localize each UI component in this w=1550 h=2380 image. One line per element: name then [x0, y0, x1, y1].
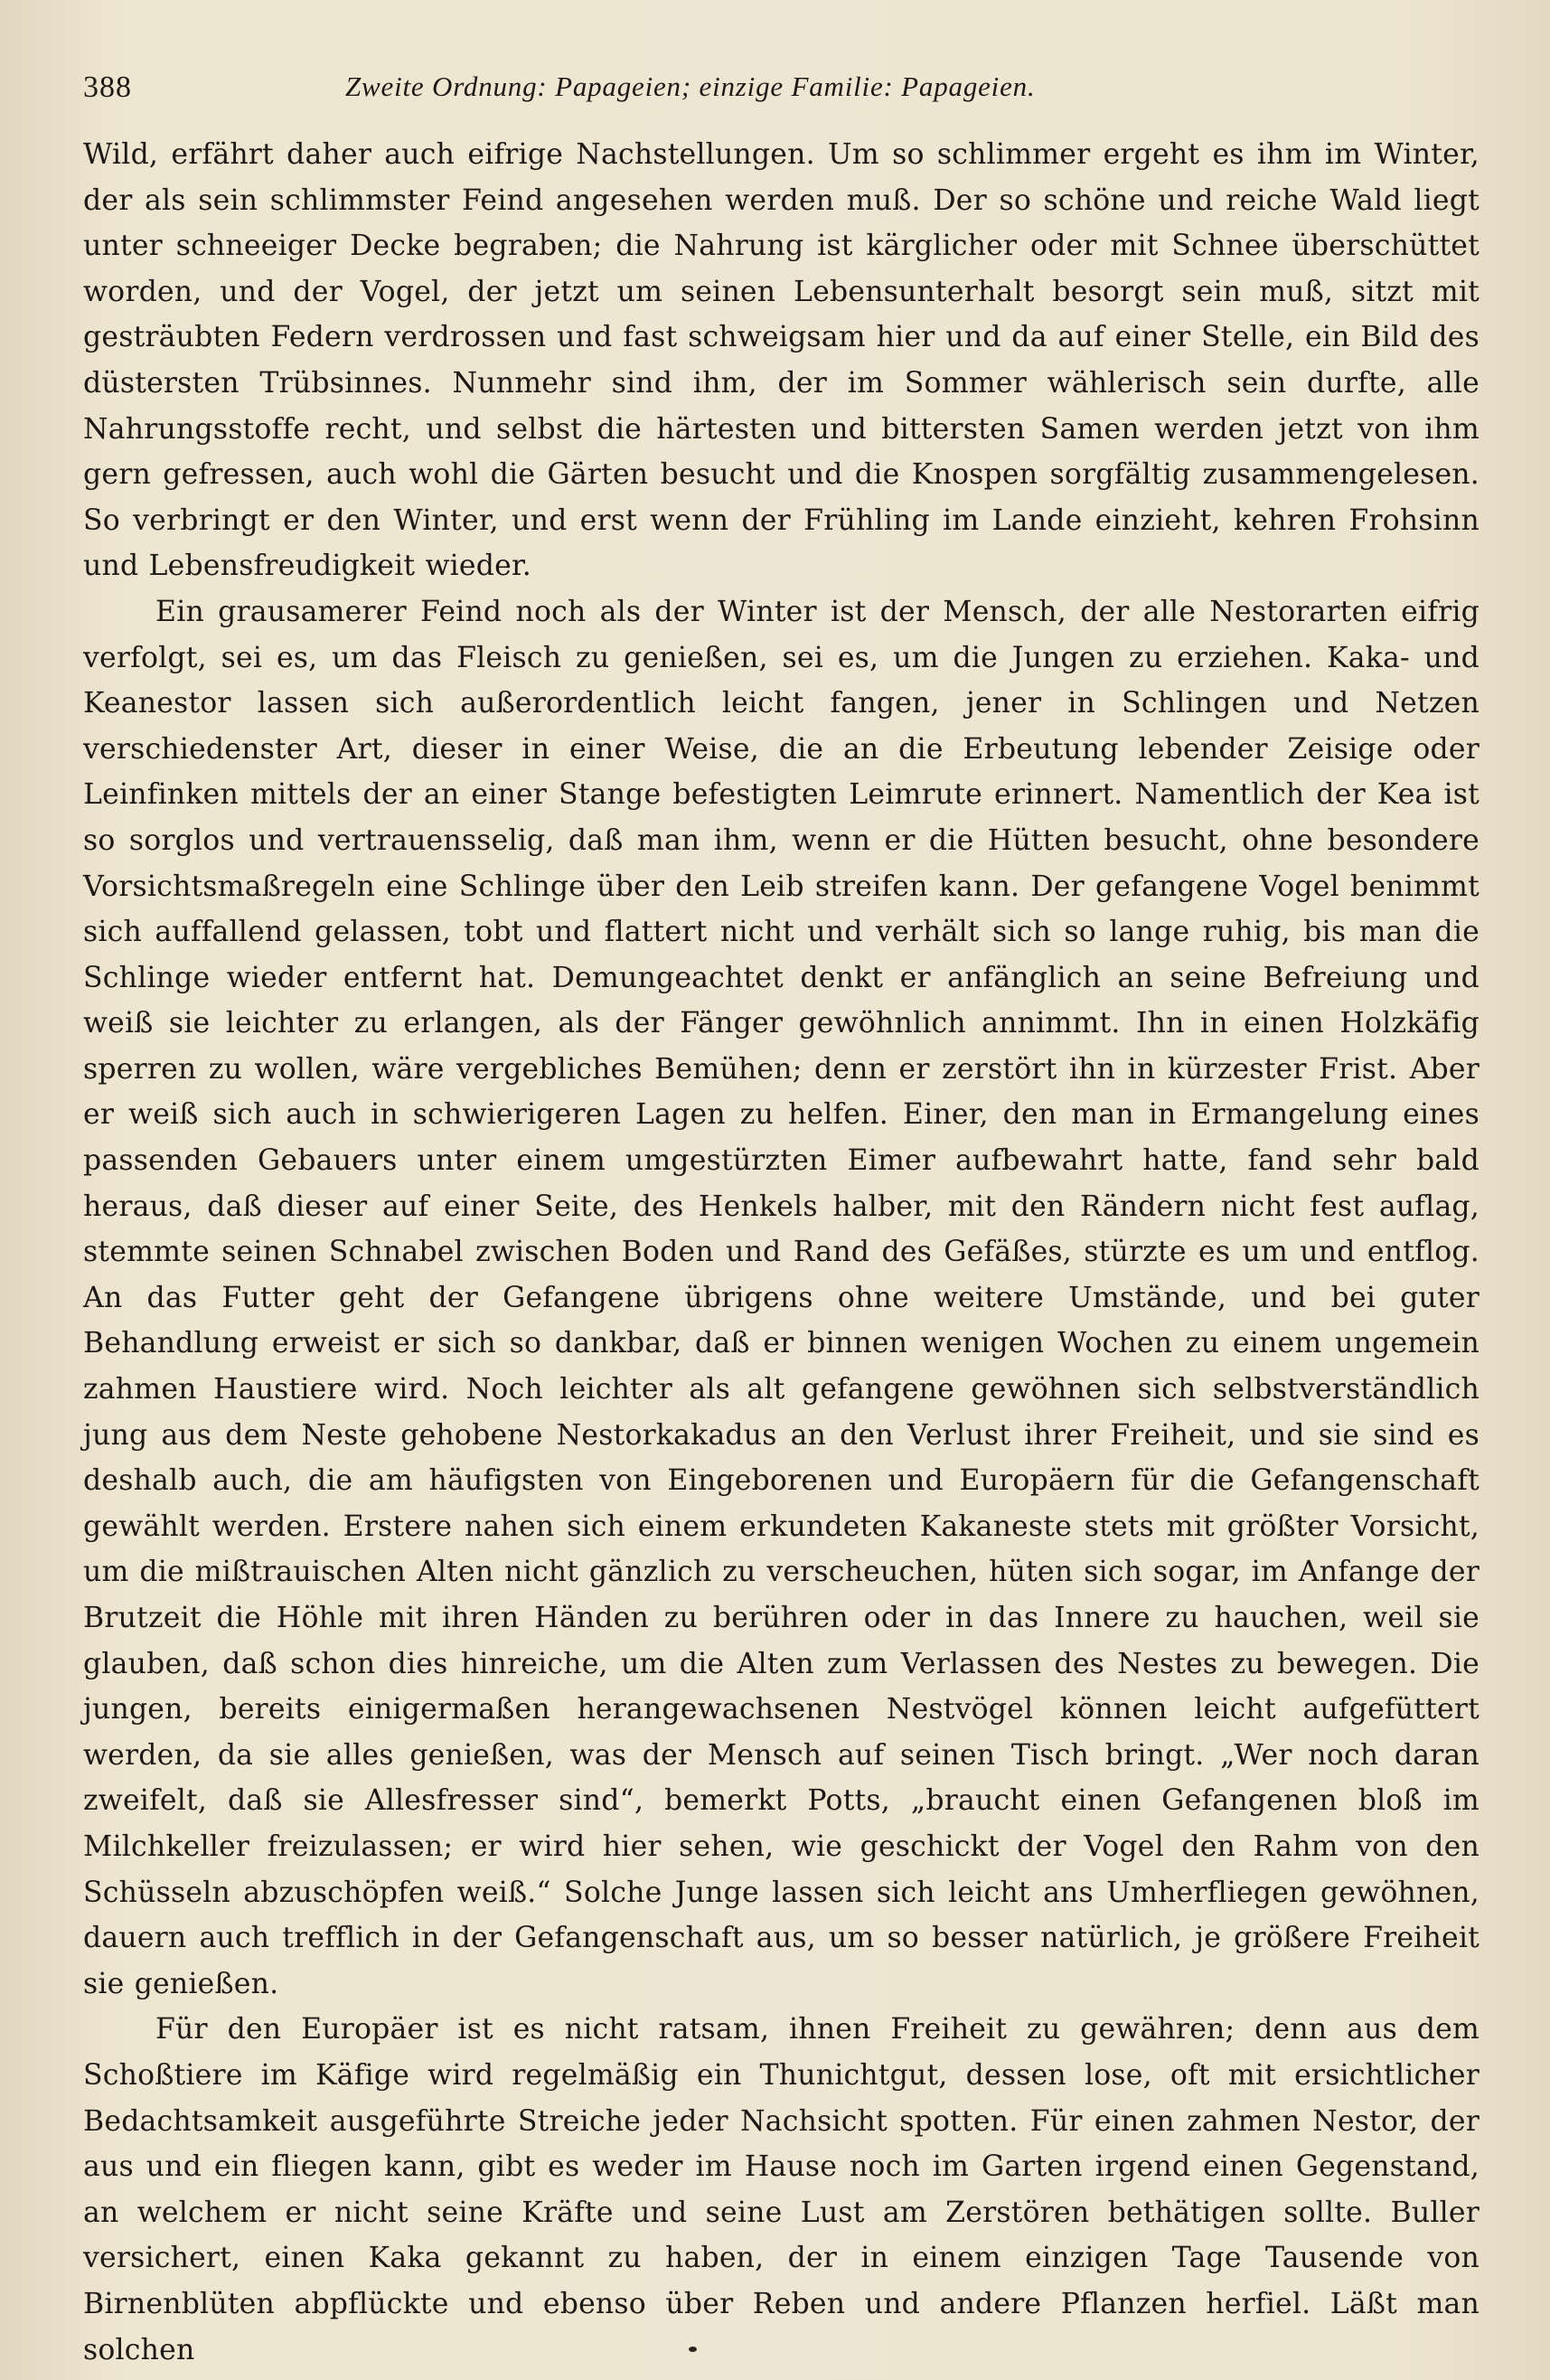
page-body: [83, 132, 1480, 2373]
paragraph-captivity: Für den Europäer ist es nicht ratsam, ihnen Freiheit zu gewähren; denn aus dem Schoßtiere im Käfige wird regelmäßig ein Thunichtgut, dessen lose, oft mit ersichtlicher Bedachtsamkeit ausgeführte Streiche jeder Nachsicht spotten. Für einen zahmen Nestor, der aus und ein fliegen kann, gibt es weder im Hause noch im Garten irgend einen Gegenstand, an welchem er nicht seine Kräfte und seine Lust am Zerstören bethätigen sollte. Buller versichert, einen Kaka gekannt zu haben, der in einem einzigen Tage Tausende von Birnenblüten abpflückte und ebenso über Reben und andere Pflanzen herfiel. Läßt man solchen: [83, 2013, 1480, 2366]
page-header: [83, 65, 1484, 110]
print-mark: [689, 2347, 697, 2352]
paragraph-winter: Wild, erfährt daher auch eifrige Nachstellungen. Um so schlimmer ergeht es ihm im Winter, der als sein schlimmster Feind angesehen werden muß. Der so schöne und reiche Wald liegt unter schneeiger Decke begraben; die Nahrung ist kärglicher oder mit Schnee überschüttet worden, und der Vogel, der jetzt um seinen Lebensunterhalt besorgt sein muß, sitzt mit gesträubten Federn verdrossen und fast schweigsam hier und da auf einer Stelle, ein Bild des düstersten Trübsinnes. Nunmehr sind ihm, der im Sommer wählerisch sein durfte, alle Nahrungsstoffe recht, und selbst die härtesten und bittersten Samen werden jetzt von ihm gern gefressen, auch wohl die Gärten besucht und die Knospen sorgfältig zusammengelesen. So verbringt er den Winter, und erst wenn der Frühling im Lande einzieht, kehren Frohsinn und Lebensfreudigkeit wieder.: [83, 138, 1480, 583]
page-number: 388: [83, 71, 132, 104]
paragraph-capture: Ein grausamerer Feind noch als der Winter ist der Mensch, der alle Nestorarten eifrig verfolgt, sei es, um das Fleisch zu genießen, sei es, um die Jungen zu erziehen. Kaka- und Keanestor lassen sich außerordentlich leicht fangen, jener in Schlingen und Netzen verschiedenster Art, dieser in einer Weise, die an die Erbeutung lebender Zeisige oder Leinfinken mittels der an einer Stange befestigten Leimrute erinnert. Namentlich der Kea ist so sorglos und vertrauensselig, daß man ihm, wenn er die Hütten besucht, ohne besondere Vorsichtsmaßregeln eine Schlinge über den Leib streifen kann. Der gefangene Vogel benimmt sich auffallend gelassen, tobt und flattert nicht und verhält sich so lange ruhig, bis man die Schlinge wieder entfernt hat. Demungeachtet denkt er anfänglich an seine Befreiung und weiß sie leichter zu erlangen, als der Fänger gewöhnlich annimmt. Ihn in einen Holzkäfig sperren zu wollen, wäre vergebliches Bemühen; denn er zerstört ihn in kürzester Frist. Aber er weiß sich auch in schwierigeren Lagen zu helfen. Einer, den man in Ermangelung eines passenden Gebauers unter einem umgestürzten Eimer aufbewahrt hatte, fand sehr bald heraus, daß dieser auf einer Seite, des Henkels halber, mit den Rändern nicht fest auflag, stemmte seinen Schnabel zwischen Boden und Rand des Gefäßes, stürzte es um und entflog. An das Futter geht der Gefangene übrigens ohne weitere Umstände, und bei guter Behandlung erweist er sich so dankbar, daß er binnen wenigen Wochen zu einem ungemein zahmen Haustiere wird. Noch leichter als alt gefangene gewöhnen sich selbstverständlich jung aus dem Neste gehobene Nestorkakadus an den Verlust ihrer Freiheit, und sie sind es deshalb auch, die am häufigsten von Eingeborenen und Europäern für die Gefangenschaft gewählt werden. Erstere nahen sich einem erkundeten Kakaneste stets mit größter Vorsicht, um die mißtrauischen Alten nicht gänzlich zu verscheuchen, hüten sich sogar, im Anfange der Brutzeit die Höhle mit ihren Händen zu berühren oder in das Innere zu hauchen, weil sie glauben, daß schon dies hinreiche, um die Alten zum Verlassen des Nestes zu bewegen. Die jungen, bereits einigermaßen herangewachsenen Nestvögel können leicht aufgefüttert werden, da sie alles genießen, was der Mensch auf seinen Tisch bringt. „Wer noch daran zweifelt, daß sie Allesfresser sind“, bemerkt Potts, „braucht einen Gefangenen bloß im Milchkeller freizulassen; er wird hier sehen, wie geschickt der Vogel den Rahm von den Schüsseln abzuschöpfen weiß.“ Solche Junge lassen sich leicht ans Umherfliegen gewöhnen, dauern auch trefflich in der Gefangenschaft aus, um so besser natürlich, je größere Freiheit sie genießen.: [83, 595, 1480, 2000]
running-head: Zweite Ordnung: Papageien; einzige Familie: Papageien.: [345, 71, 1036, 102]
